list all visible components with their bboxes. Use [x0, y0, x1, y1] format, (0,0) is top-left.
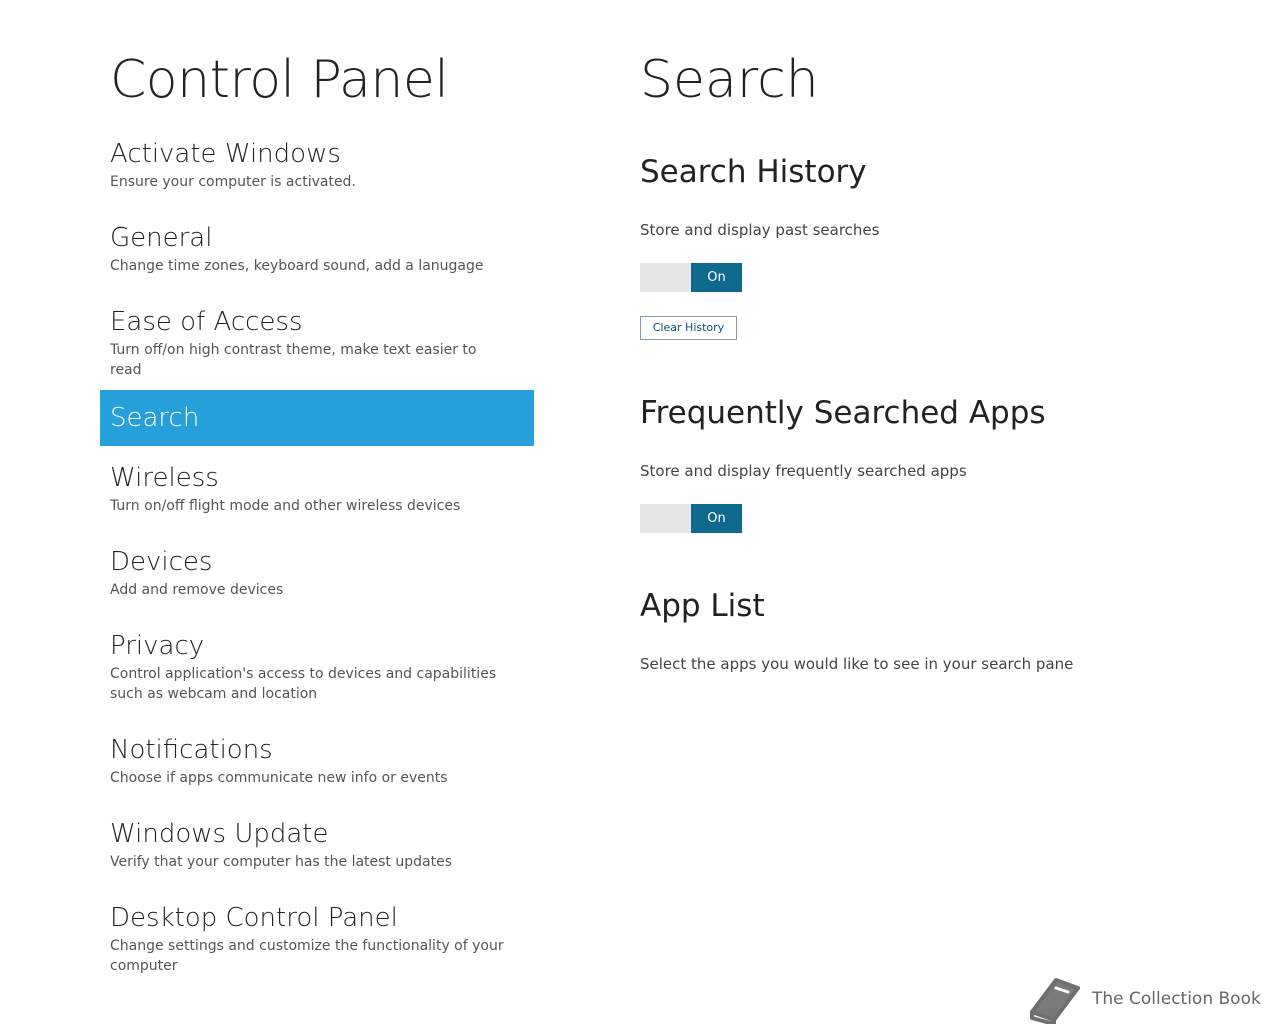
nav-item-ease-of-access[interactable] [100, 304, 534, 388]
nav-item-windows-update[interactable] [100, 816, 534, 900]
nav-item-description: Add and remove devices [110, 582, 284, 598]
toggle-on-label: On [691, 263, 742, 292]
nav-item-label: Search [110, 403, 200, 433]
watermark-text: The Collection Book [1092, 989, 1261, 1009]
nav-item-label: Devices [110, 547, 213, 577]
nav-item-label: Ease of Access [110, 307, 303, 337]
nav-item-wireless[interactable] [100, 460, 534, 544]
nav-item-notifications[interactable] [100, 732, 534, 816]
nav-item-search[interactable] [100, 390, 534, 446]
toggle-track-off [640, 504, 691, 533]
nav-item-privacy[interactable] [100, 628, 534, 732]
nav-item-description: Verify that your computer has the latest updates [110, 854, 452, 870]
nav-item-label: Wireless [110, 463, 219, 493]
nav-item-description: Turn on/off flight mode and other wireless devices [110, 498, 461, 514]
nav-item-devices[interactable] [100, 544, 534, 628]
nav-item-label: Desktop Control Panel [110, 903, 398, 933]
nav-item-label: Privacy [110, 631, 205, 661]
book-icon [1026, 974, 1082, 1024]
search-history-heading: Search History [640, 154, 867, 190]
nav-item-label: Activate Windows [110, 139, 341, 169]
toggle-track-off [640, 263, 691, 292]
control-panel-title: Control Panel [110, 50, 449, 110]
search-history-description: Store and display past searches [640, 221, 880, 239]
nav-item-general[interactable] [100, 220, 534, 304]
frequently-searched-apps-toggle[interactable] [640, 504, 742, 533]
nav-item-description: Change settings and customize the functionality of your computer [110, 938, 504, 974]
frequently-searched-apps-heading: Frequently Searched Apps [640, 395, 1046, 431]
nav-item-description: Change time zones, keyboard sound, add a lanugage [110, 258, 484, 274]
app-list-heading: App List [640, 588, 765, 624]
search-history-toggle[interactable] [640, 263, 742, 292]
watermark [1026, 974, 1261, 1024]
frequently-searched-apps-description: Store and display frequently searched apps [640, 462, 967, 480]
nav-item-description: Ensure your computer is activated. [110, 174, 356, 190]
nav-item-desktop-control-panel[interactable] [100, 900, 534, 984]
nav-item-label: Windows Update [110, 819, 329, 849]
clear-history-button[interactable]: Clear History [640, 316, 737, 340]
nav-item-activate-windows[interactable] [100, 136, 534, 220]
nav-item-description: Turn off/on high contrast theme, make text easier to read [110, 342, 477, 378]
nav-item-label: General [110, 223, 213, 253]
nav-item-description: Control application's access to devices and capabilities such as webcam and location [110, 666, 497, 702]
search-page-title: Search [640, 50, 819, 110]
app-list-description: Select the apps you would like to see in your search pane [640, 655, 1074, 673]
nav-item-description: Choose if apps communicate new info or events [110, 770, 448, 786]
settings-nav [100, 136, 534, 984]
toggle-on-label: On [691, 504, 742, 533]
nav-item-label: Notifications [110, 735, 273, 765]
